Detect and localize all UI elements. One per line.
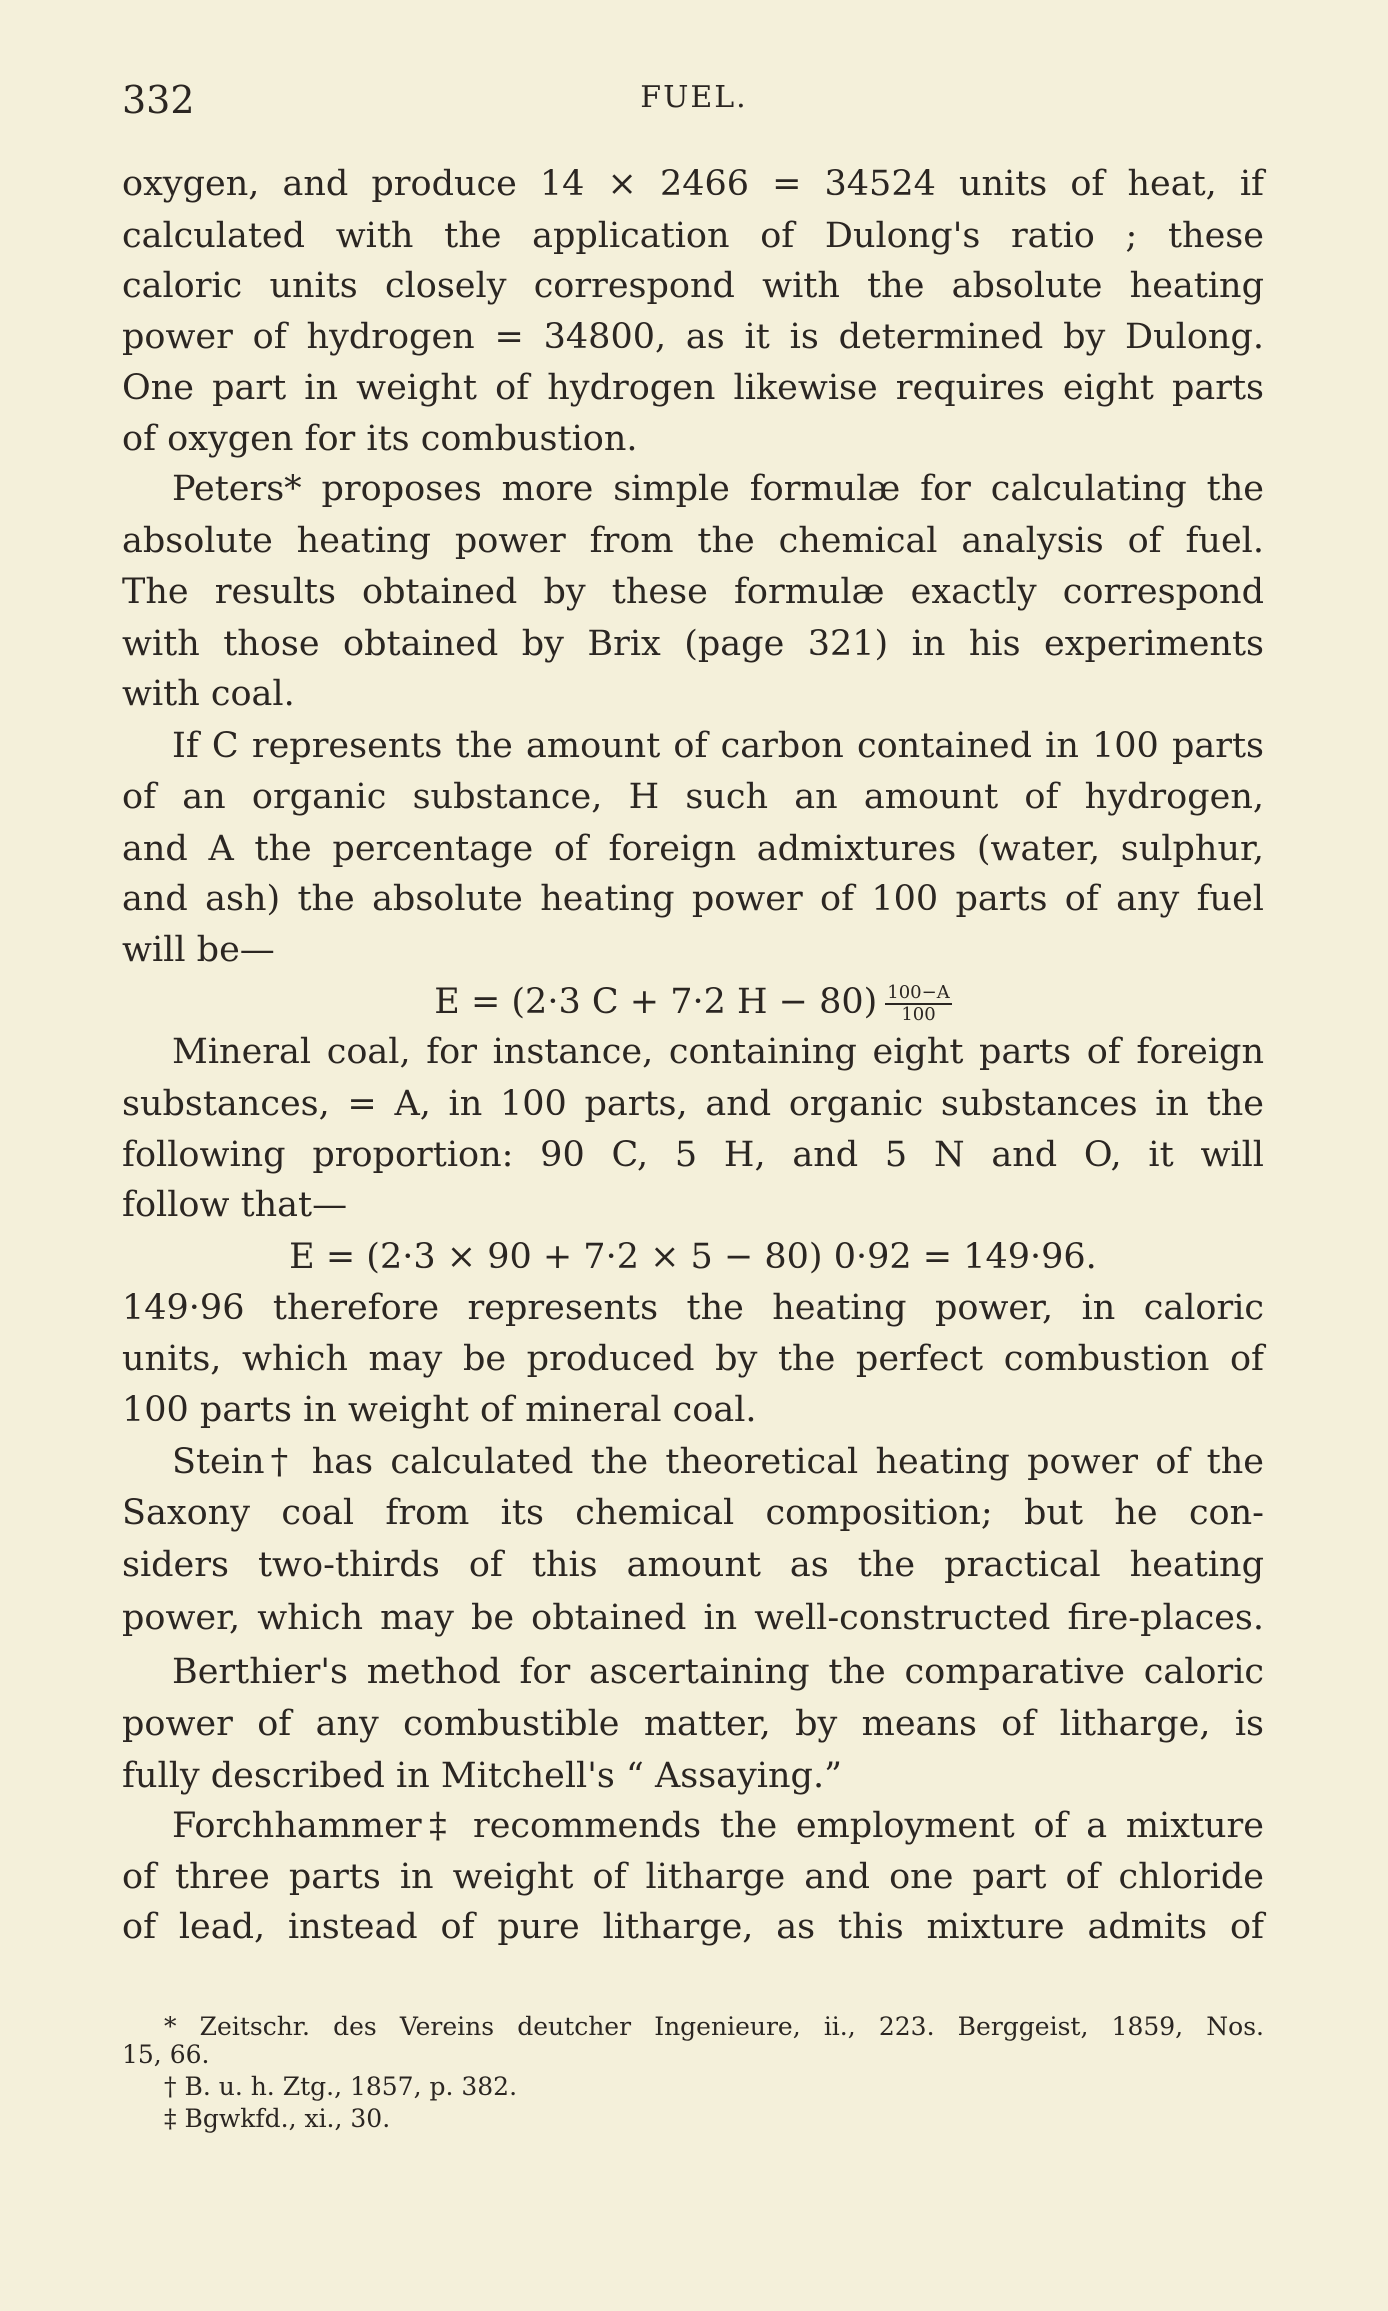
text-line: Forchhammer‡ recommends the employment of a mixture: [172, 1806, 1264, 1846]
fraction-numerator: 100−A: [887, 981, 950, 1003]
text-line: The results obtained by these formulæ exactly correspond: [122, 572, 1264, 612]
text-line: power, which may be obtained in well-constructed fire-places.: [122, 1598, 1264, 1638]
text-line: follow that—: [122, 1185, 348, 1225]
text-line: Mineral coal, for instance, containing eight parts of foreign: [172, 1032, 1264, 1072]
text-line: and A the percentage of foreign admixtures (water, sulphur,: [122, 829, 1264, 869]
footnote: 15, 66.: [122, 2040, 210, 2069]
text-line: Berthier's method for ascertaining the comparative caloric: [172, 1652, 1264, 1692]
footnote: ‡ Bgwkfd., xi., 30.: [164, 2104, 391, 2133]
formula-line: [122, 977, 1264, 1027]
footnote: † B. u. h. Ztg., 1857, p. 382.: [164, 2072, 518, 2101]
text-line: and ash) the absolute heating power of 100 parts of any fuel: [122, 879, 1264, 919]
text-line: 100 parts in weight of mineral coal.: [122, 1390, 757, 1430]
footnote: * Zeitschr. des Vereins deutcher Ingenieure, ii., 223. Berggeist, 1859, Nos.: [164, 2012, 1264, 2041]
text-line: Saxony coal from its chemical composition; but he con-: [122, 1493, 1264, 1533]
text-line: absolute heating power from the chemical analysis of fuel.: [122, 521, 1264, 561]
text-line: caloric units closely correspond with the absolute heating: [122, 266, 1264, 306]
text-line: of three parts in weight of litharge and one part of chloride: [122, 1857, 1264, 1897]
fraction-denominator: 100: [901, 1003, 936, 1025]
text-line: fully described in Mitchell's “ Assaying.”: [122, 1756, 842, 1796]
text-line: of an organic substance, H such an amount of hydrogen,: [122, 777, 1264, 817]
running-head: FUEL.: [640, 80, 748, 115]
text-line: power of hydrogen = 34800, as it is determined by Dulong.: [122, 317, 1264, 357]
text-line: with those obtained by Brix (page 321) in his experiments: [122, 624, 1264, 664]
text-line: substances, = A, in 100 parts, and organic substances in the: [122, 1084, 1264, 1124]
fraction: [885, 983, 951, 1025]
text-line: following proportion: 90 C, 5 H, and 5 N and O, it will: [122, 1135, 1264, 1175]
text-line: Stein† has calculated the theoretical heating power of the: [172, 1442, 1264, 1482]
formula-line: E = (2·3 × 90 + 7·2 × 5 − 80) 0·92 = 149·96.: [289, 1237, 1097, 1277]
text-line: units, which may be produced by the perfect combustion of: [122, 1339, 1264, 1379]
text-line: calculated with the application of Dulong's ratio ; these: [122, 216, 1264, 256]
page-number: 332: [122, 78, 195, 122]
text-line: If C represents the amount of carbon contained in 100 parts: [172, 726, 1264, 766]
text-line: of oxygen for its combustion.: [122, 419, 638, 459]
formula-text: E = (2·3 C + 7·2 H − 80): [434, 982, 878, 1022]
text-line: Peters* proposes more simple formulæ for calculating the: [172, 469, 1264, 509]
text-line: of lead, instead of pure litharge, as this mixture admits of: [122, 1907, 1264, 1947]
text-line: One part in weight of hydrogen likewise requires eight parts: [122, 368, 1264, 408]
text-line: with coal.: [122, 674, 295, 714]
text-line: 149·96 therefore represents the heating power, in caloric: [122, 1288, 1264, 1328]
text-line: oxygen, and produce 14 × 2466 = 34524 units of heat, if: [122, 164, 1264, 204]
text-line: power of any combustible matter, by means of litharge, is: [122, 1704, 1264, 1744]
text-line: siders two-thirds of this amount as the practical heating: [122, 1545, 1264, 1585]
text-line: will be—: [122, 930, 275, 970]
